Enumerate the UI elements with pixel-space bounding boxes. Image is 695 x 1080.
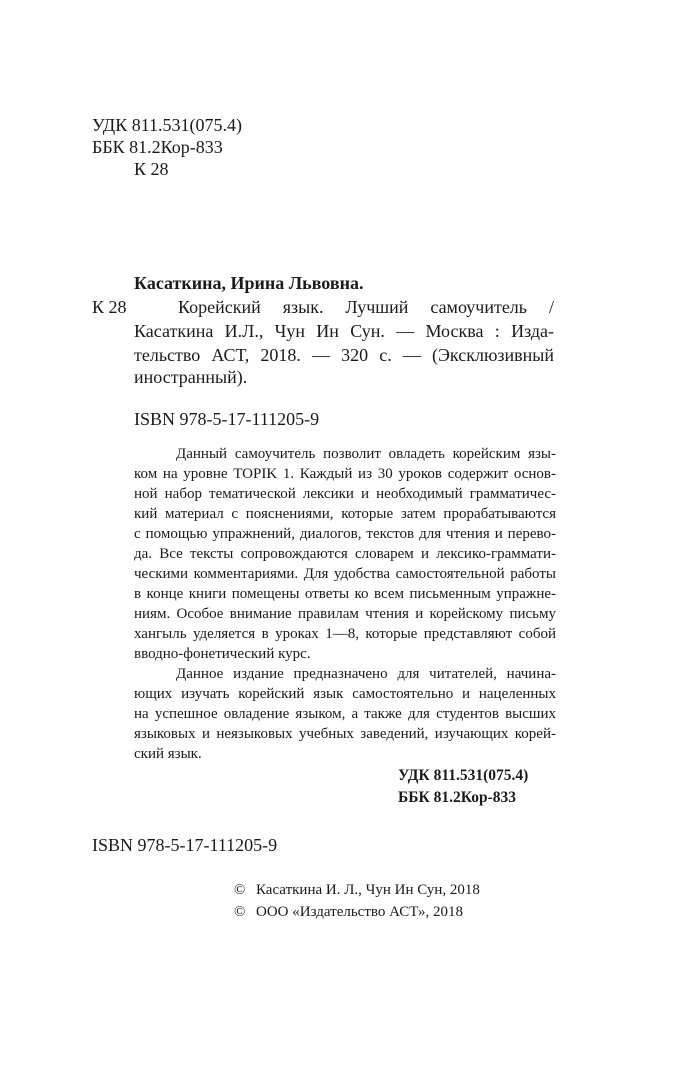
isbn-card: ISBN 978-5-17-111205-9: [134, 409, 320, 429]
isbn-bottom: ISBN 978-5-17-111205-9: [92, 835, 278, 855]
copyright-line-1: [234, 880, 480, 900]
annotation-line: языковых и неязыковых учебных заведений, изучающих корей-: [134, 726, 556, 742]
annotation-line: на успешное овладение языком, а также для студентов высших: [134, 706, 556, 722]
annotation-line: хангыль уделяется в уроках 1—8, которые представляют собой: [134, 626, 556, 642]
copyright-symbol: ©: [234, 882, 246, 898]
udk-annotation: УДК 811.531(075.4): [398, 767, 529, 784]
annotation-line: ческими комментариями. Для удобства самостоятельной работы: [134, 566, 556, 582]
author-mark-header: К 28: [134, 159, 169, 179]
annotation-line: вводно-фонетический курс.: [134, 646, 311, 662]
annotation-line: в конце книги помещены ответы ко всем письменным упражне-: [134, 586, 556, 602]
annotation-line: Данный самоучитель позволит овладеть корейским язы-: [176, 446, 556, 462]
description-line-2: Касаткина И.Л., Чун Ин Сун. — Москва : Изда-: [134, 321, 554, 341]
annotation-line: ной набор тематической лексики и необходимый грамматичес-: [134, 486, 556, 502]
annotation-line: ниям. Особое внимание правилам чтения и корейскому письму: [134, 606, 556, 622]
description-line-4: иностранный).: [134, 367, 248, 387]
description-line-3: тельство АСТ, 2018. — 320 с. — (Эксклюзивный: [134, 345, 554, 365]
annotation-line: ющих изучать корейский язык самостоятельно и нацеленных: [134, 686, 556, 702]
copyright-text-2: ООО «Издательство АСТ», 2018: [256, 904, 463, 920]
annotation-line: ский язык.: [134, 746, 202, 762]
udk-header: УДК 811.531(075.4): [92, 115, 243, 135]
annotation-line: с помощью упражнений, диалогов, текстов для чтения и перево-: [134, 526, 556, 542]
description-line-1: Корейский язык. Лучший самоучитель /: [178, 297, 554, 317]
annotation-line: да. Все тексты сопровождаются словарем и лексико-граммати-: [134, 546, 556, 562]
copyright-line-2: [234, 902, 463, 922]
annotation-line: кий материал с пояснениями, которые затем прорабатываются: [134, 506, 556, 522]
author-mark-card: К 28: [92, 297, 127, 317]
annotation-line: Данное издание предназначено для читателей, начина-: [176, 666, 556, 682]
author-name: Касаткина, Ирина Львовна.: [134, 273, 364, 293]
copyright-text-1: Касаткина И. Л., Чун Ин Сун, 2018: [256, 882, 480, 898]
bbk-annotation: ББК 81.2Кор-833: [398, 789, 516, 806]
bbk-header: ББК 81.2Кор-833: [92, 137, 223, 157]
annotation-line: ком на уровне TOPIK 1. Каждый из 30 уроков содержит основ-: [134, 466, 556, 482]
copyright-symbol: ©: [234, 904, 246, 920]
